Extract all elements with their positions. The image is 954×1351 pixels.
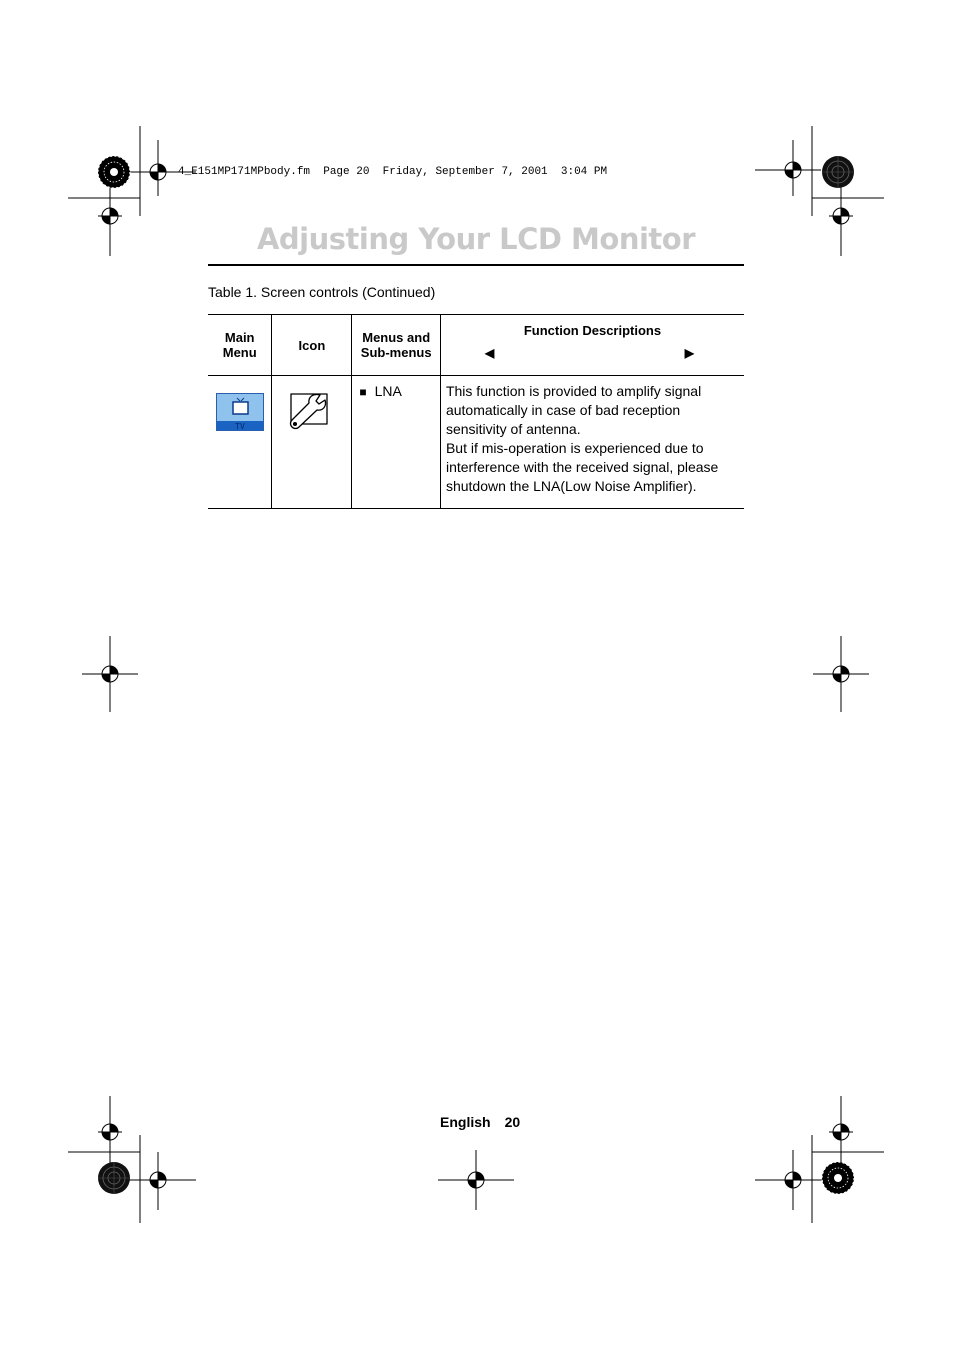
table-header-row	[208, 315, 744, 376]
submenu-item-lna	[353, 377, 439, 399]
cell-main-menu	[208, 376, 272, 509]
description-paragraph-2: But if mis-operation is experienced due to interference with the received signal, please shutdown the LNA(Low Noise Amplifier).	[445, 440, 719, 494]
tv-icon	[216, 393, 264, 431]
dark-registration-disc-icon	[98, 156, 854, 1194]
cell-description	[440, 376, 744, 509]
function-description	[442, 377, 743, 496]
header-main-menu: Main Menu	[208, 315, 272, 376]
bullet-square-icon: ■	[359, 385, 367, 399]
submenu-label: LNA	[374, 383, 402, 399]
print-slug: 4_E151MP171MPbody.fm Page 20 Friday, September 7, 2001 3:04 PM	[178, 166, 608, 178]
title-rule	[208, 264, 744, 266]
header-icon: Icon	[272, 315, 352, 376]
screen-controls-table	[208, 314, 744, 509]
cell-icon	[272, 376, 352, 509]
function-descriptions-label: Function Descriptions	[523, 323, 662, 338]
header-menus: Menus and Sub-menus	[352, 315, 441, 376]
right-arrow-icon: ▶	[684, 346, 694, 360]
left-arrow-icon: ◀	[484, 346, 495, 360]
cell-submenu	[352, 376, 441, 509]
description-paragraph-1: This function is provided to amplify signal automatically in case of bad reception sensitivity of antenna.	[445, 383, 702, 437]
page-footer	[440, 1114, 520, 1130]
header-function-descriptions	[440, 315, 744, 376]
table-row	[208, 376, 744, 509]
tv-icon-label: TV	[235, 422, 245, 431]
footer-page-number: 20	[504, 1114, 521, 1130]
table-caption: Table 1. Screen controls (Continued)	[208, 284, 436, 300]
page-title: Adjusting Your LCD Monitor	[256, 222, 696, 256]
wrench-icon	[273, 377, 350, 437]
starburst-icon	[98, 156, 854, 1194]
footer-language: English	[440, 1114, 491, 1130]
